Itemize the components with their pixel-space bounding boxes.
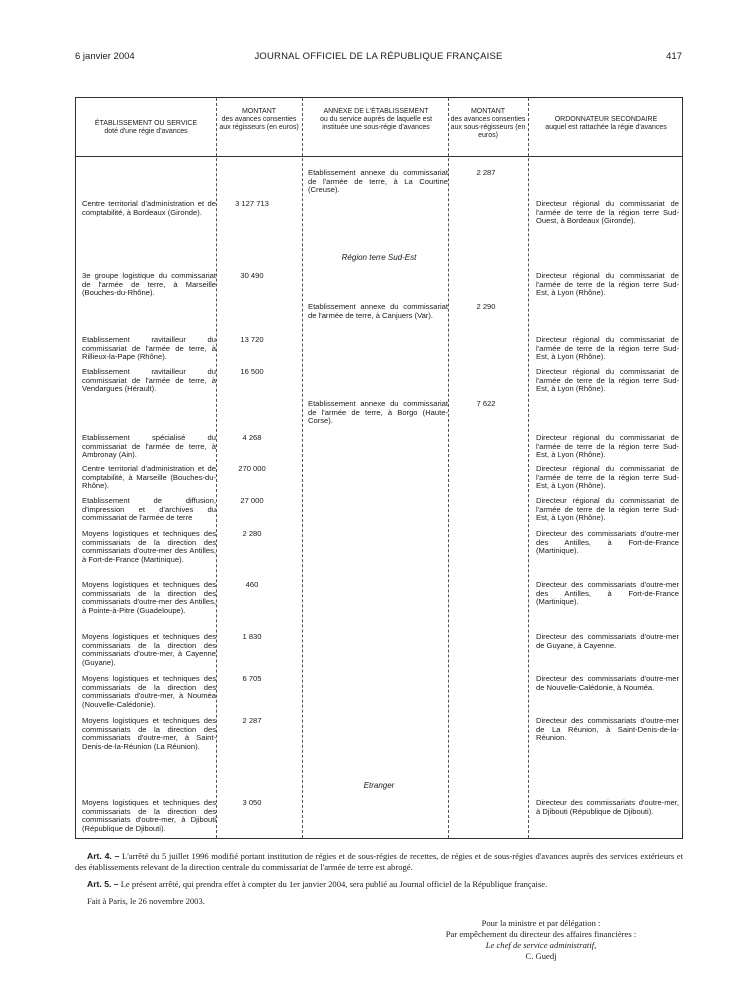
section-heading: Région terre Sud-Est <box>341 253 417 262</box>
service-cell: Moyens logistiques et techniques des commissariats de la direction des commissariats d'outre-mer, à Nouméa (Nouvelle-Calédonie). <box>82 674 216 709</box>
ordonnateur-cell: Directeur régional du commissariat de l'armée de terre de la région terre Sud-Est, à Lyon (Rhône). <box>536 335 679 362</box>
service-cell: Centre territorial d'administration et de comptabilité, à Bordeaux (Gironde). <box>82 199 216 217</box>
article-4 <box>75 851 683 873</box>
column-divider <box>448 98 449 838</box>
column-divider <box>302 98 303 838</box>
signatory-name: C. Guedj <box>525 951 557 961</box>
amount-cell: 30 490 <box>240 271 264 280</box>
service-cell: Moyens logistiques et techniques des commissariats de la direction des commissariats d'outre-mer, à Cayenne (Guyane). <box>82 632 216 667</box>
page-header <box>75 51 682 65</box>
ordonnateur-cell: Directeur des commissariats d'outre-mer de La Réunion, à Saint-Denis-de-la-Réunion. <box>536 716 679 743</box>
ordonnateur-cell: Directeur régional du commissariat de l'armée de terre de la région terre Sud-Est, à Lyon (Rhône). <box>536 496 679 523</box>
service-cell: 3e groupe logistique du commissariat de l'armée de terre, à Marseille (Bouches-du-Rhône). <box>82 271 216 298</box>
ordonnateur-cell: Directeur des commissariats d'outre-mer des Antilles, à Fort-de-France (Martinique). <box>536 580 679 607</box>
column-header-ordonnateur: ORDONNATEUR SECONDAIRE auquel est rattachée la régie d'avances <box>545 116 667 131</box>
ordonnateur-cell: Directeur régional du commissariat de l'armée de terre de la région terre Sud-Est, à Lyon (Rhône). <box>536 271 679 298</box>
amount-cell: 16 500 <box>240 367 264 376</box>
article-5 <box>75 879 683 890</box>
column-divider <box>216 98 217 838</box>
amount-cell: 1 830 <box>242 632 262 641</box>
ordonnateur-cell: Directeur régional du commissariat de l'armée de terre de la région terre Sud-Ouest, à Bordeaux (Gironde). <box>536 199 679 226</box>
section-heading: Etranger <box>363 781 395 790</box>
amount-cell: 13 720 <box>240 335 264 344</box>
column-header-montant-sous-regie: MONTANT des avances consenties aux sous-régisseurs (en euros) <box>450 108 526 139</box>
amount-cell: 3 050 <box>242 798 262 807</box>
service-cell: Moyens logistiques et techniques des commissariats de la direction des commissariats d'outre-mer, à Saint-Denis-de-la-Réunion (La Réunion). <box>82 716 216 751</box>
ordonnateur-cell: Directeur des commissariats d'outre-mer, à Djibouti (République de Djibouti). <box>536 798 679 816</box>
annexe-cell: Etablissement annexe du commissariat de l'armée de terre, à Canjuers (Var). <box>308 302 448 320</box>
header-rule <box>76 156 682 157</box>
closing-line: Fait à Paris, le 26 novembre 2003. <box>87 896 205 906</box>
amount-cell: 27 000 <box>240 496 264 505</box>
amount-sous-regie-cell: 2 290 <box>476 302 496 311</box>
article-label: Art. 5. – <box>87 879 119 889</box>
ordonnateur-cell: Directeur des commissariats d'outre-mer de Guyane, à Cayenne. <box>536 632 679 650</box>
amount-sous-regie-cell: 2 287 <box>476 168 496 177</box>
page-number: 417 <box>666 51 682 62</box>
column-header-montant: MONTANT des avances consenties aux régisseurs (en euros) <box>219 108 299 131</box>
amount-cell: 4 268 <box>242 433 262 442</box>
column-header-annexe: ANNEXE DE L'ÉTABLISSEMENT ou du service auprès de laquelle est instituée une sous-régie d'avances <box>319 108 433 131</box>
amount-cell: 6 705 <box>242 674 262 683</box>
service-cell: Centre territorial d'administration et de comptabilité, à Marseille (Bouches-du-Rhône). <box>82 464 216 491</box>
service-cell: Moyens logistiques et techniques des commissariats de la direction des commissariats d'outre-mer des Antilles, à Fort-de-France (Martinique). <box>82 529 216 564</box>
service-cell: Etablissement ravitailleur du commissariat de l'armée de terre, à Vendargues (Hérault). <box>82 367 216 394</box>
service-cell: Moyens logistiques et techniques des commissariats de la direction des commissariats d'outre-mer des Antilles, à Pointe-à-Pitre (Guadeloupe). <box>82 580 216 615</box>
ordonnateur-cell: Directeur régional du commissariat de l'armée de terre de la région terre Sud-Est, à Lyon (Rhône). <box>536 367 679 394</box>
column-divider <box>528 98 529 838</box>
signature-line-1: Pour la ministre et par délégation : <box>481 918 601 928</box>
regies-table <box>75 97 683 839</box>
signature-line-2: Par empêchement du directeur des affaires financières : <box>445 929 637 939</box>
column-header-service: ÉTABLISSEMENT OU SERVICE doté d'une régie d'avances <box>94 120 198 135</box>
amount-cell: 2 280 <box>242 529 262 538</box>
service-cell: Etablissement ravitailleur du commissariat de l'armée de terre, à Rillieux-la-Pape (Rhône). <box>82 335 216 362</box>
article-text: Le présent arrêté, qui prendra effet à compter du 1er janvier 2004, sera publié au Journal officiel de la République française. <box>120 879 548 889</box>
amount-cell: 3 127 713 <box>235 199 269 208</box>
header-date: 6 janvier 2004 <box>75 51 135 62</box>
service-cell: Etablissement spécialisé du commissariat de l'armée de terre, à Ambronay (Ain). <box>82 433 216 460</box>
ordonnateur-cell: Directeur des commissariats d'outre-mer de Nouvelle-Calédonie, à Nouméa. <box>536 674 679 692</box>
ordonnateur-cell: Directeur régional du commissariat de l'armée de terre de la région terre Sud-Est, à Lyon (Rhône). <box>536 433 679 460</box>
service-cell: Etablissement de diffusion, d'impression et d'archives du commissariat de l'armée de terre <box>82 496 216 523</box>
annexe-cell: Etablissement annexe du commissariat de l'armée de terre, à Borgo (Haute-Corse). <box>308 399 448 426</box>
amount-cell: 2 287 <box>242 716 262 725</box>
amount-sous-regie-cell: 7 622 <box>476 399 496 408</box>
service-cell: Moyens logistiques et techniques des commissariats de la direction des commissariats d'outre-mer, à Djibouti (République de Djibouti). <box>82 798 216 833</box>
ordonnateur-cell: Directeur régional du commissariat de l'armée de terre de la région terre Sud-Est, à Lyon (Rhône). <box>536 464 679 491</box>
amount-cell: 270 000 <box>238 464 266 473</box>
annexe-cell: Etablissement annexe du commissariat de l'armée de terre, à La Courtine (Creuse). <box>308 168 448 195</box>
amount-cell: 460 <box>245 580 259 589</box>
article-text: L'arrêté du 5 juillet 1996 modifié portant institution de régies et de sous-régies de recettes, de régies et de sous-régies d'avances auprès des services extérieurs et des établissements relevant de la direction centrale du commissariat de l'armée de terre est abrogé. <box>75 851 683 872</box>
signature-title: Le chef de service administratif, <box>485 940 597 950</box>
header-title: JOURNAL OFFICIEL DE LA RÉPUBLIQUE FRANÇAISE <box>254 51 503 62</box>
article-label: Art. 4. – <box>87 851 120 861</box>
ordonnateur-cell: Directeur des commissariats d'outre-mer des Antilles, à Fort-de-France (Martinique). <box>536 529 679 556</box>
